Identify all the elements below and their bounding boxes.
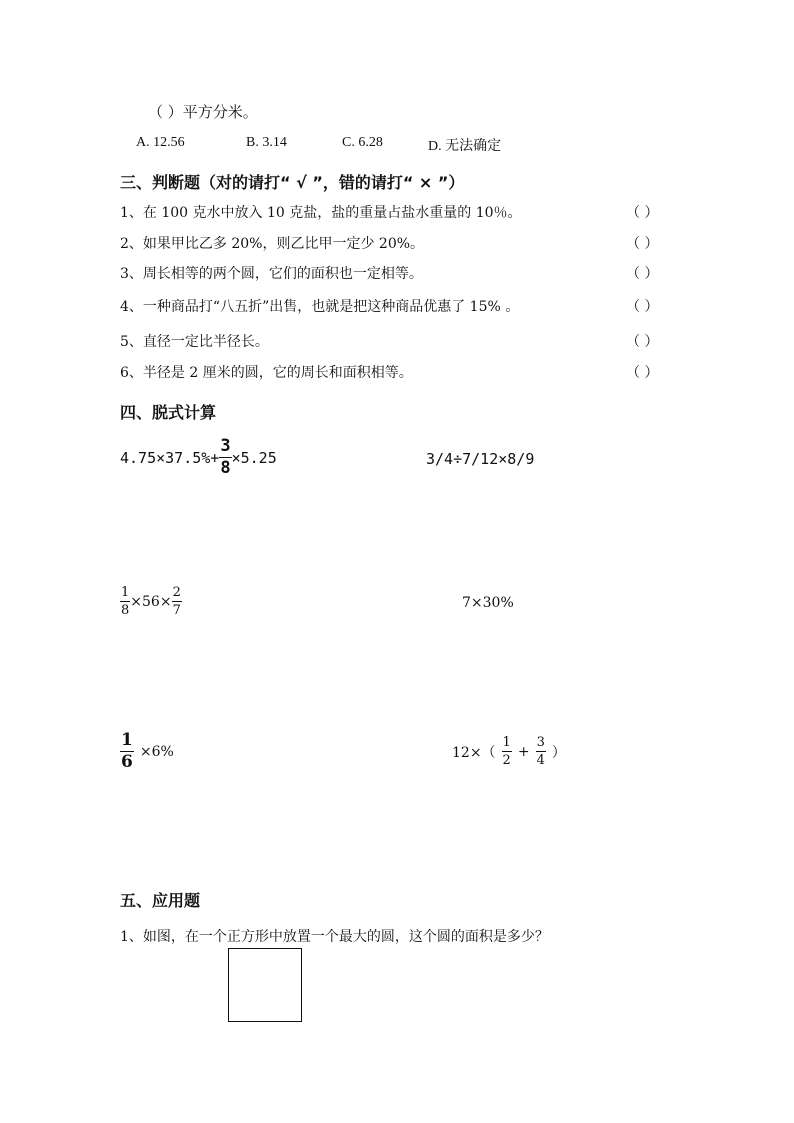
- frac-num: 3: [536, 735, 545, 750]
- fraction-1-6: [120, 732, 134, 771]
- fraction-2-7: [172, 586, 182, 617]
- calc-6-before: 12×（: [452, 744, 496, 761]
- judge-item-1: 1、在 100 克水中放入 10 克盐，盐的重量占盐水重量的 10％。: [120, 205, 522, 221]
- frac-num: 1: [121, 730, 133, 750]
- calc-problem-4: 7×30%: [462, 595, 514, 611]
- section4-title: 四、脱式计算: [120, 403, 217, 422]
- judge-blank-3: （ ）: [626, 266, 659, 282]
- frac-num: 1: [121, 585, 130, 600]
- prev-question-blank: （ ）平方分米。: [148, 103, 258, 121]
- frac-den: 7: [172, 603, 181, 618]
- option-d: D. 无法确定: [428, 139, 502, 154]
- calc-problem-3: [120, 586, 182, 617]
- frac-num: 2: [172, 585, 181, 600]
- fraction-1-8: [120, 586, 130, 617]
- judge-blank-5: （ ）: [626, 334, 659, 350]
- judge-blank-6: （ ）: [626, 365, 659, 381]
- judge-item-2: 2、如果甲比乙多 20%，则乙比甲一定少 20%。: [120, 236, 425, 252]
- calc-problem-6: [452, 736, 566, 767]
- judge-blank-2: （ ）: [626, 236, 659, 252]
- calc-6-after: ）: [551, 744, 566, 761]
- fraction-3-8: [219, 438, 231, 477]
- calc-1-after: ×5.25: [231, 448, 277, 467]
- square-figure: [228, 948, 302, 1022]
- option-b: B. 3.14: [246, 135, 287, 150]
- section3-title: 三、判断题（对的请打“ √ ”，错的请打“ × ”）: [120, 173, 465, 192]
- frac-num: 3: [220, 436, 231, 456]
- calc-6-plus: +: [517, 743, 530, 760]
- frac-num: 1: [502, 735, 511, 750]
- section5-title: 五、应用题: [120, 891, 201, 910]
- frac-den: 6: [121, 752, 133, 772]
- frac-den: 4: [536, 753, 545, 768]
- judge-item-6: 6、半径是 2 厘米的圆，它的周长和面积相等。: [120, 365, 413, 381]
- calc-5-after: ×6%: [139, 743, 174, 760]
- frac-den: 2: [502, 753, 511, 768]
- calc-problem-1: [120, 438, 277, 477]
- fraction-3-4: [536, 736, 546, 767]
- judge-item-4: 4、一种商品打“八五折”出售，也就是把这种商品优惠了 15% 。: [120, 299, 520, 315]
- calc-1-before: 4.75×37.5%+: [120, 448, 220, 467]
- judge-item-3: 3、周长相等的两个圆，它们的面积也一定相等。: [120, 266, 423, 282]
- judge-item-5: 5、直径一定比半径长。: [120, 334, 269, 350]
- calc-problem-5: [120, 732, 174, 771]
- option-c: C. 6.28: [342, 135, 383, 150]
- frac-den: 8: [220, 458, 231, 478]
- judge-blank-4: （ ）: [626, 299, 659, 315]
- judge-blank-1: （ ）: [626, 205, 659, 221]
- frac-den: 8: [121, 603, 130, 618]
- calc-3-mid: ×56×: [130, 593, 172, 610]
- calc-problem-2: 3/4÷7/12×8/9: [426, 450, 535, 468]
- option-a: A. 12.56: [136, 135, 185, 150]
- fraction-1-2: [502, 736, 512, 767]
- application-question-1: 1、如图，在一个正方形中放置一个最大的圆，这个圆的面积是多少？: [120, 929, 549, 945]
